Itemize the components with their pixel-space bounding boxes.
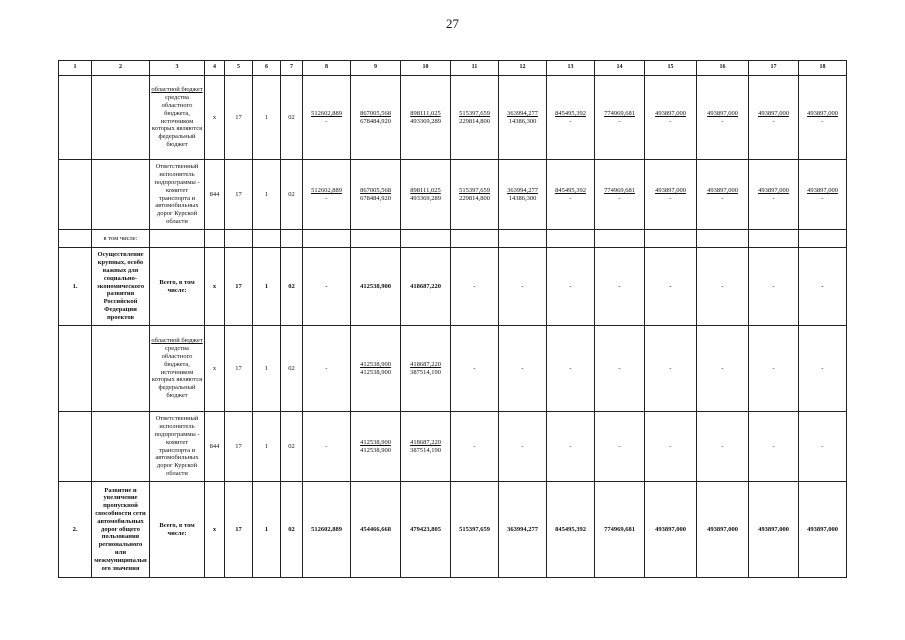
header-cell: 9	[351, 61, 401, 76]
amount-value: 512602,889	[311, 525, 342, 533]
code-cell: x	[205, 326, 225, 412]
amount-cell	[799, 326, 847, 412]
amount-value: -	[821, 364, 824, 372]
code-cell: 02	[281, 412, 303, 482]
header-cell: 1	[59, 61, 92, 76]
amount-total: 515397,659	[459, 109, 490, 117]
amount-value: -	[325, 282, 328, 290]
amount-federal: 412538,900	[360, 446, 391, 454]
amount-total: 493897,000	[807, 109, 838, 117]
amount-cell	[645, 412, 697, 482]
amount-value: -	[618, 364, 621, 372]
amount-federal: 229814,800	[459, 194, 490, 202]
funding-source-text: Ответственный исполнитель подпрограммы - комитет транспорта и автомобильных дорог Курской области	[154, 415, 200, 477]
amount-cell	[451, 76, 499, 160]
amount-cell	[401, 248, 451, 326]
amount-total: 493897,000	[655, 109, 686, 117]
amount-total: 774969,681	[604, 109, 635, 117]
amount-value: 479423,805	[410, 525, 441, 533]
amount-cell	[451, 160, 499, 230]
amount-value: -	[473, 364, 476, 372]
amount-cell	[697, 326, 749, 412]
amount-cell	[499, 412, 547, 482]
cell-empty	[225, 230, 253, 248]
header-cell: 6	[253, 61, 281, 76]
amount-federal: -	[325, 117, 328, 125]
amount-total: 493897,000	[758, 109, 789, 117]
cell-empty	[150, 230, 205, 248]
header-cell: 12	[499, 61, 547, 76]
amount-value: -	[569, 364, 572, 372]
code-cell: 844	[205, 160, 225, 230]
amount-value: 493897,000	[807, 525, 838, 533]
amount-cell	[799, 412, 847, 482]
amount-value: -	[569, 282, 572, 290]
amount-cell	[595, 482, 645, 578]
cell-empty	[351, 230, 401, 248]
amount-federal: 678484,920	[360, 194, 391, 202]
header-row	[59, 61, 847, 76]
funding-source-text: Ответственный исполнитель подпрограммы - комитет транспорта и автомобильных дорог Курской области	[154, 163, 200, 225]
amount-total: 493897,000	[707, 109, 738, 117]
header-cell: 11	[451, 61, 499, 76]
header-cell: 3	[150, 61, 205, 76]
amount-federal: 14386,300	[508, 117, 537, 125]
amount-cell	[547, 160, 595, 230]
amount-cell	[697, 248, 749, 326]
amount-total: 363994,277	[507, 186, 538, 194]
cell-empty	[547, 230, 595, 248]
amount-cell	[351, 76, 401, 160]
amount-federal: -	[721, 194, 724, 202]
amount-value: -	[669, 442, 672, 450]
amount-federal: -	[772, 194, 775, 202]
amount-value: -	[821, 442, 824, 450]
code-cell: 02	[281, 482, 303, 578]
amount-cell	[451, 412, 499, 482]
header-cell: 2	[92, 61, 150, 76]
amount-value: -	[618, 282, 621, 290]
amount-value: 363994,277	[507, 525, 538, 533]
amount-total: 898111,025	[410, 109, 441, 117]
amount-cell	[499, 326, 547, 412]
amount-total: 512602,889	[311, 109, 342, 117]
amount-cell	[749, 482, 799, 578]
amount-cell	[697, 412, 749, 482]
amount-cell	[547, 326, 595, 412]
cell-empty	[799, 230, 847, 248]
item-name	[92, 412, 150, 482]
cell-empty	[253, 230, 281, 248]
code-cell: 17	[225, 248, 253, 326]
amount-cell	[645, 76, 697, 160]
cell-empty	[401, 230, 451, 248]
amount-value: -	[721, 282, 724, 290]
amount-value: 454466,668	[360, 525, 391, 533]
amount-cell	[749, 326, 799, 412]
amount-cell	[547, 248, 595, 326]
item-number: 2.	[59, 482, 92, 578]
funding-source	[150, 412, 205, 482]
amount-cell	[697, 76, 749, 160]
amount-cell	[351, 248, 401, 326]
amount-cell	[645, 482, 697, 578]
amount-cell	[303, 412, 351, 482]
amount-federal: -	[721, 117, 724, 125]
funding-source	[150, 76, 205, 160]
amount-federal: 387514,190	[410, 368, 441, 376]
funding-source-link: областной бюджет	[151, 337, 203, 345]
table-row	[59, 160, 847, 230]
amount-cell	[547, 482, 595, 578]
funding-source-text: средства областного бюджета, источником которых являются федеральный бюджет	[151, 345, 203, 399]
code-cell: 17	[225, 412, 253, 482]
amount-cell	[749, 76, 799, 160]
code-cell: 02	[281, 248, 303, 326]
amount-value: -	[821, 282, 824, 290]
amount-cell	[645, 248, 697, 326]
header-cell: 8	[303, 61, 351, 76]
item-name	[92, 326, 150, 412]
cell-empty	[205, 230, 225, 248]
amount-cell	[351, 412, 401, 482]
amount-cell	[645, 160, 697, 230]
amount-total: 515397,659	[459, 186, 490, 194]
amount-federal: -	[669, 194, 672, 202]
code-cell: 1	[253, 482, 281, 578]
amount-cell	[401, 76, 451, 160]
amount-total: 493897,000	[707, 186, 738, 194]
code-cell: 02	[281, 160, 303, 230]
amount-cell	[401, 160, 451, 230]
amount-cell	[749, 248, 799, 326]
amount-value: -	[772, 364, 775, 372]
header-cell: 13	[547, 61, 595, 76]
amount-cell	[799, 76, 847, 160]
amount-total: 412538,900	[360, 360, 391, 368]
amount-total: 493897,000	[758, 186, 789, 194]
amount-value: -	[521, 442, 524, 450]
amount-cell	[499, 482, 547, 578]
amount-value: -	[721, 364, 724, 372]
amount-value: -	[618, 442, 621, 450]
amount-value: 493897,000	[758, 525, 789, 533]
table-row	[59, 326, 847, 412]
amount-value: -	[521, 282, 524, 290]
amount-value: -	[772, 282, 775, 290]
code-cell: 844	[205, 412, 225, 482]
amount-cell	[595, 160, 645, 230]
header-cell: 14	[595, 61, 645, 76]
code-cell: 17	[225, 76, 253, 160]
amount-federal: 493369,289	[410, 117, 441, 125]
header-cell: 7	[281, 61, 303, 76]
amount-total: 867005,568	[360, 109, 391, 117]
amount-cell	[401, 482, 451, 578]
header-cell: 18	[799, 61, 847, 76]
amount-cell	[451, 482, 499, 578]
amount-cell	[351, 482, 401, 578]
amount-cell	[547, 76, 595, 160]
amount-cell	[303, 248, 351, 326]
amount-cell	[595, 412, 645, 482]
amount-total: 845495,392	[555, 186, 586, 194]
amount-value: 845495,392	[555, 525, 586, 533]
amount-federal: 229814,800	[459, 117, 490, 125]
amount-cell	[401, 326, 451, 412]
code-cell: x	[205, 76, 225, 160]
amount-cell	[499, 160, 547, 230]
table-row	[59, 76, 847, 160]
cell-empty	[281, 230, 303, 248]
amount-value: 493897,000	[655, 525, 686, 533]
code-cell: 1	[253, 412, 281, 482]
amount-cell	[595, 76, 645, 160]
amount-cell	[303, 482, 351, 578]
code-cell: 1	[253, 248, 281, 326]
amount-total: 493897,000	[807, 186, 838, 194]
table-row	[59, 482, 847, 578]
funding-source	[150, 482, 205, 578]
amount-value: -	[721, 442, 724, 450]
amount-cell	[799, 482, 847, 578]
amount-cell	[303, 160, 351, 230]
cell-empty	[697, 230, 749, 248]
amount-cell	[401, 412, 451, 482]
amount-cell	[351, 326, 401, 412]
funding-source-text: Всего, в том числе:	[159, 521, 195, 537]
amount-value: -	[325, 364, 328, 372]
cell-empty	[595, 230, 645, 248]
amount-cell	[499, 248, 547, 326]
item-number	[59, 160, 92, 230]
cell-empty	[749, 230, 799, 248]
page-number: 27	[446, 16, 459, 31]
item-number: 1.	[59, 248, 92, 326]
amount-federal: -	[772, 117, 775, 125]
item-name: Осуществление крупных, особо важных для социально-экономического развития Российской Федерации проектов	[92, 248, 150, 326]
amount-federal: 412538,900	[360, 368, 391, 376]
subtotal-label: в том числе:	[92, 230, 150, 248]
code-cell: x	[205, 482, 225, 578]
amount-total: 493897,000	[655, 186, 686, 194]
item-name	[92, 160, 150, 230]
amount-cell	[351, 160, 401, 230]
amount-value: -	[569, 442, 572, 450]
amount-value: 412538,900	[360, 282, 391, 290]
amount-cell	[799, 248, 847, 326]
amount-federal: -	[669, 117, 672, 125]
amount-value: -	[473, 282, 476, 290]
amount-cell	[645, 326, 697, 412]
funding-source-link: областной бюджет	[151, 86, 203, 94]
amount-total: 898111,025	[410, 186, 441, 194]
amount-value: -	[669, 282, 672, 290]
amount-cell	[303, 326, 351, 412]
amount-value: -	[473, 442, 476, 450]
amount-total: 412538,900	[360, 438, 391, 446]
amount-federal: -	[821, 117, 824, 125]
cell-empty	[645, 230, 697, 248]
code-cell: 02	[281, 326, 303, 412]
budget-table	[58, 60, 847, 578]
table-row	[59, 248, 847, 326]
amount-total: 418687,220	[410, 360, 441, 368]
amount-cell	[799, 160, 847, 230]
amount-total: 774969,681	[604, 186, 635, 194]
amount-value: 774969,681	[604, 525, 635, 533]
header-cell: 4	[205, 61, 225, 76]
amount-federal: -	[821, 194, 824, 202]
header-cell: 5	[225, 61, 253, 76]
amount-value: -	[772, 442, 775, 450]
amount-federal: -	[569, 194, 572, 202]
header-cell: 16	[697, 61, 749, 76]
code-cell: 17	[225, 326, 253, 412]
code-cell: 02	[281, 76, 303, 160]
funding-source	[150, 326, 205, 412]
amount-cell	[595, 248, 645, 326]
amount-federal: -	[325, 194, 328, 202]
amount-federal: 14386,300	[508, 194, 537, 202]
amount-total: 512602,889	[311, 186, 342, 194]
amount-cell	[697, 160, 749, 230]
cell-empty	[303, 230, 351, 248]
amount-value: -	[521, 364, 524, 372]
amount-federal: -	[618, 117, 621, 125]
amount-value: 418687,220	[410, 282, 441, 290]
amount-cell	[499, 76, 547, 160]
amount-cell	[749, 160, 799, 230]
funding-source-text: Всего, в том числе:	[159, 278, 195, 294]
cell-empty	[59, 230, 92, 248]
amount-federal: 387514,190	[410, 446, 441, 454]
amount-federal: -	[569, 117, 572, 125]
amount-cell	[697, 482, 749, 578]
header-cell: 15	[645, 61, 697, 76]
amount-cell	[451, 326, 499, 412]
amount-cell	[303, 76, 351, 160]
amount-federal: -	[618, 194, 621, 202]
funding-source	[150, 248, 205, 326]
amount-cell	[749, 412, 799, 482]
item-name	[92, 76, 150, 160]
amount-value: 493897,000	[707, 525, 738, 533]
item-number	[59, 76, 92, 160]
header-cell: 17	[749, 61, 799, 76]
header-cell: 10	[401, 61, 451, 76]
amount-federal: 678484,920	[360, 117, 391, 125]
amount-value: -	[325, 442, 328, 450]
cell-empty	[451, 230, 499, 248]
amount-cell	[595, 326, 645, 412]
amount-cell	[547, 412, 595, 482]
funding-source-text: средства областного бюджета, источником которых являются федеральный бюджет	[151, 94, 203, 148]
item-name: Развитие и увеличение пропускной способности сети автомобильных дорог общего пользования регионального или межмуниципального значения	[92, 482, 150, 578]
code-cell: 1	[253, 76, 281, 160]
code-cell: 1	[253, 326, 281, 412]
amount-total: 867005,568	[360, 186, 391, 194]
amount-cell	[451, 248, 499, 326]
cell-empty	[499, 230, 547, 248]
amount-total: 363994,277	[507, 109, 538, 117]
item-number	[59, 412, 92, 482]
code-cell: x	[205, 248, 225, 326]
item-number	[59, 326, 92, 412]
funding-source	[150, 160, 205, 230]
code-cell: 17	[225, 482, 253, 578]
code-cell: 17	[225, 160, 253, 230]
amount-value: 515397,659	[459, 525, 490, 533]
amount-federal: 493369,289	[410, 194, 441, 202]
amount-total: 845495,392	[555, 109, 586, 117]
table-row	[59, 412, 847, 482]
code-cell: 1	[253, 160, 281, 230]
table-row	[59, 230, 847, 248]
amount-total: 418687,220	[410, 438, 441, 446]
amount-value: -	[669, 364, 672, 372]
